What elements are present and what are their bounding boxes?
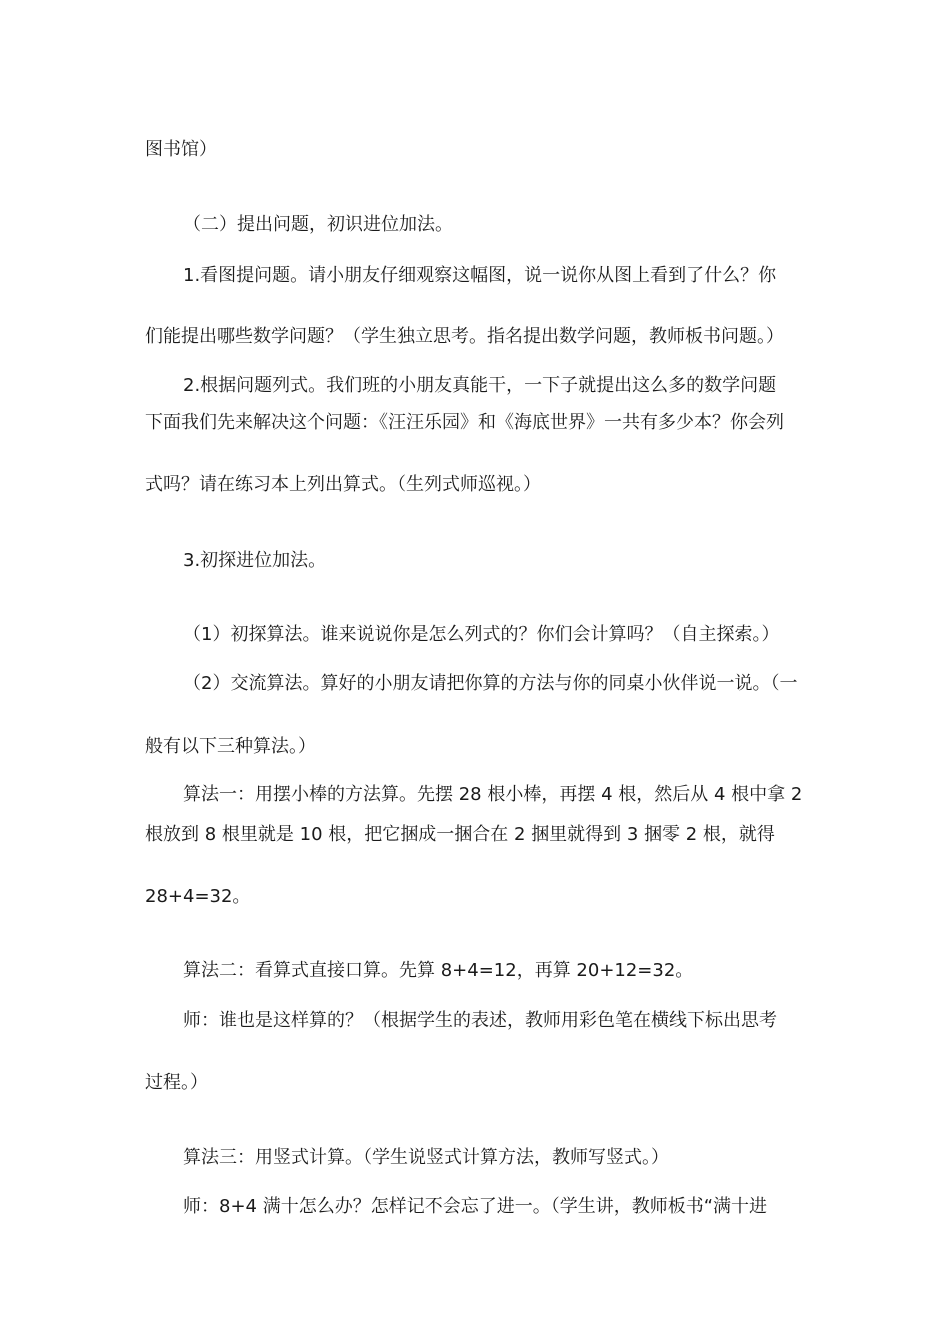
- method-1-line-1: 算法一：用摆小棒的方法算。先摆 28 根小棒，再摆 4 根，然后从 4 根中拿 2: [183, 784, 803, 805]
- method-3-line: 算法三：用竖式计算。（学生说竖式计算方法，教师写竖式。）: [183, 1147, 669, 1168]
- method-1-line-3: 28+4=32。: [145, 886, 251, 907]
- method-1-line-2: 根放到 8 根里就是 10 根，把它捆成一捆合在 2 捆里就得到 3 捆零 2 根，就得: [145, 824, 775, 845]
- teacher-remark-line: 师：8+4 满十怎么办？怎样记不会忘了进一。（学生讲，教师板书“满十进: [183, 1196, 768, 1217]
- paragraph-2-line-3: 式吗？请在练习本上列出算式。（生列式师巡视。）: [145, 474, 541, 495]
- step-2-line-1: （2）交流算法。算好的小朋友请把你算的方法与你的同桌小伙伴说一说。（一: [183, 673, 798, 694]
- method-2-line: 算法二：看算式直接口算。先算 8+4=12，再算 20+12=32。: [183, 960, 694, 981]
- teacher-question-line-2: 过程。）: [145, 1072, 208, 1093]
- paragraph-2-line-1: 2.根据问题列式。我们班的小朋友真能干，一下子就提出这么多的数学问题: [183, 375, 777, 396]
- teacher-question-line-1: 师：谁也是这样算的？（根据学生的表述，教师用彩色笔在横线下标出思考: [183, 1010, 777, 1031]
- text-line-library: 图书馆）: [145, 139, 217, 160]
- step-1-line: （1）初探算法。谁来说说你是怎么列式的？你们会计算吗？（自主探索。）: [183, 624, 780, 645]
- step-2-line-2: 般有以下三种算法。）: [145, 736, 316, 757]
- section-heading-2: （二）提出问题，初识进位加法。: [183, 214, 453, 235]
- paragraph-2-line-2: 下面我们先来解决这个问题：《汪汪乐园》和《海底世界》一共有多少本？你会列: [145, 412, 784, 433]
- paragraph-1-line-1: 1.看图提问题。请小朋友仔细观察这幅图，说一说你从图上看到了什么？你: [183, 265, 777, 286]
- paragraph-3-heading: 3.初探进位加法。: [183, 550, 327, 571]
- paragraph-1-line-2: 们能提出哪些数学问题？（学生独立思考。指名提出数学问题，教师板书问题。）: [145, 326, 784, 347]
